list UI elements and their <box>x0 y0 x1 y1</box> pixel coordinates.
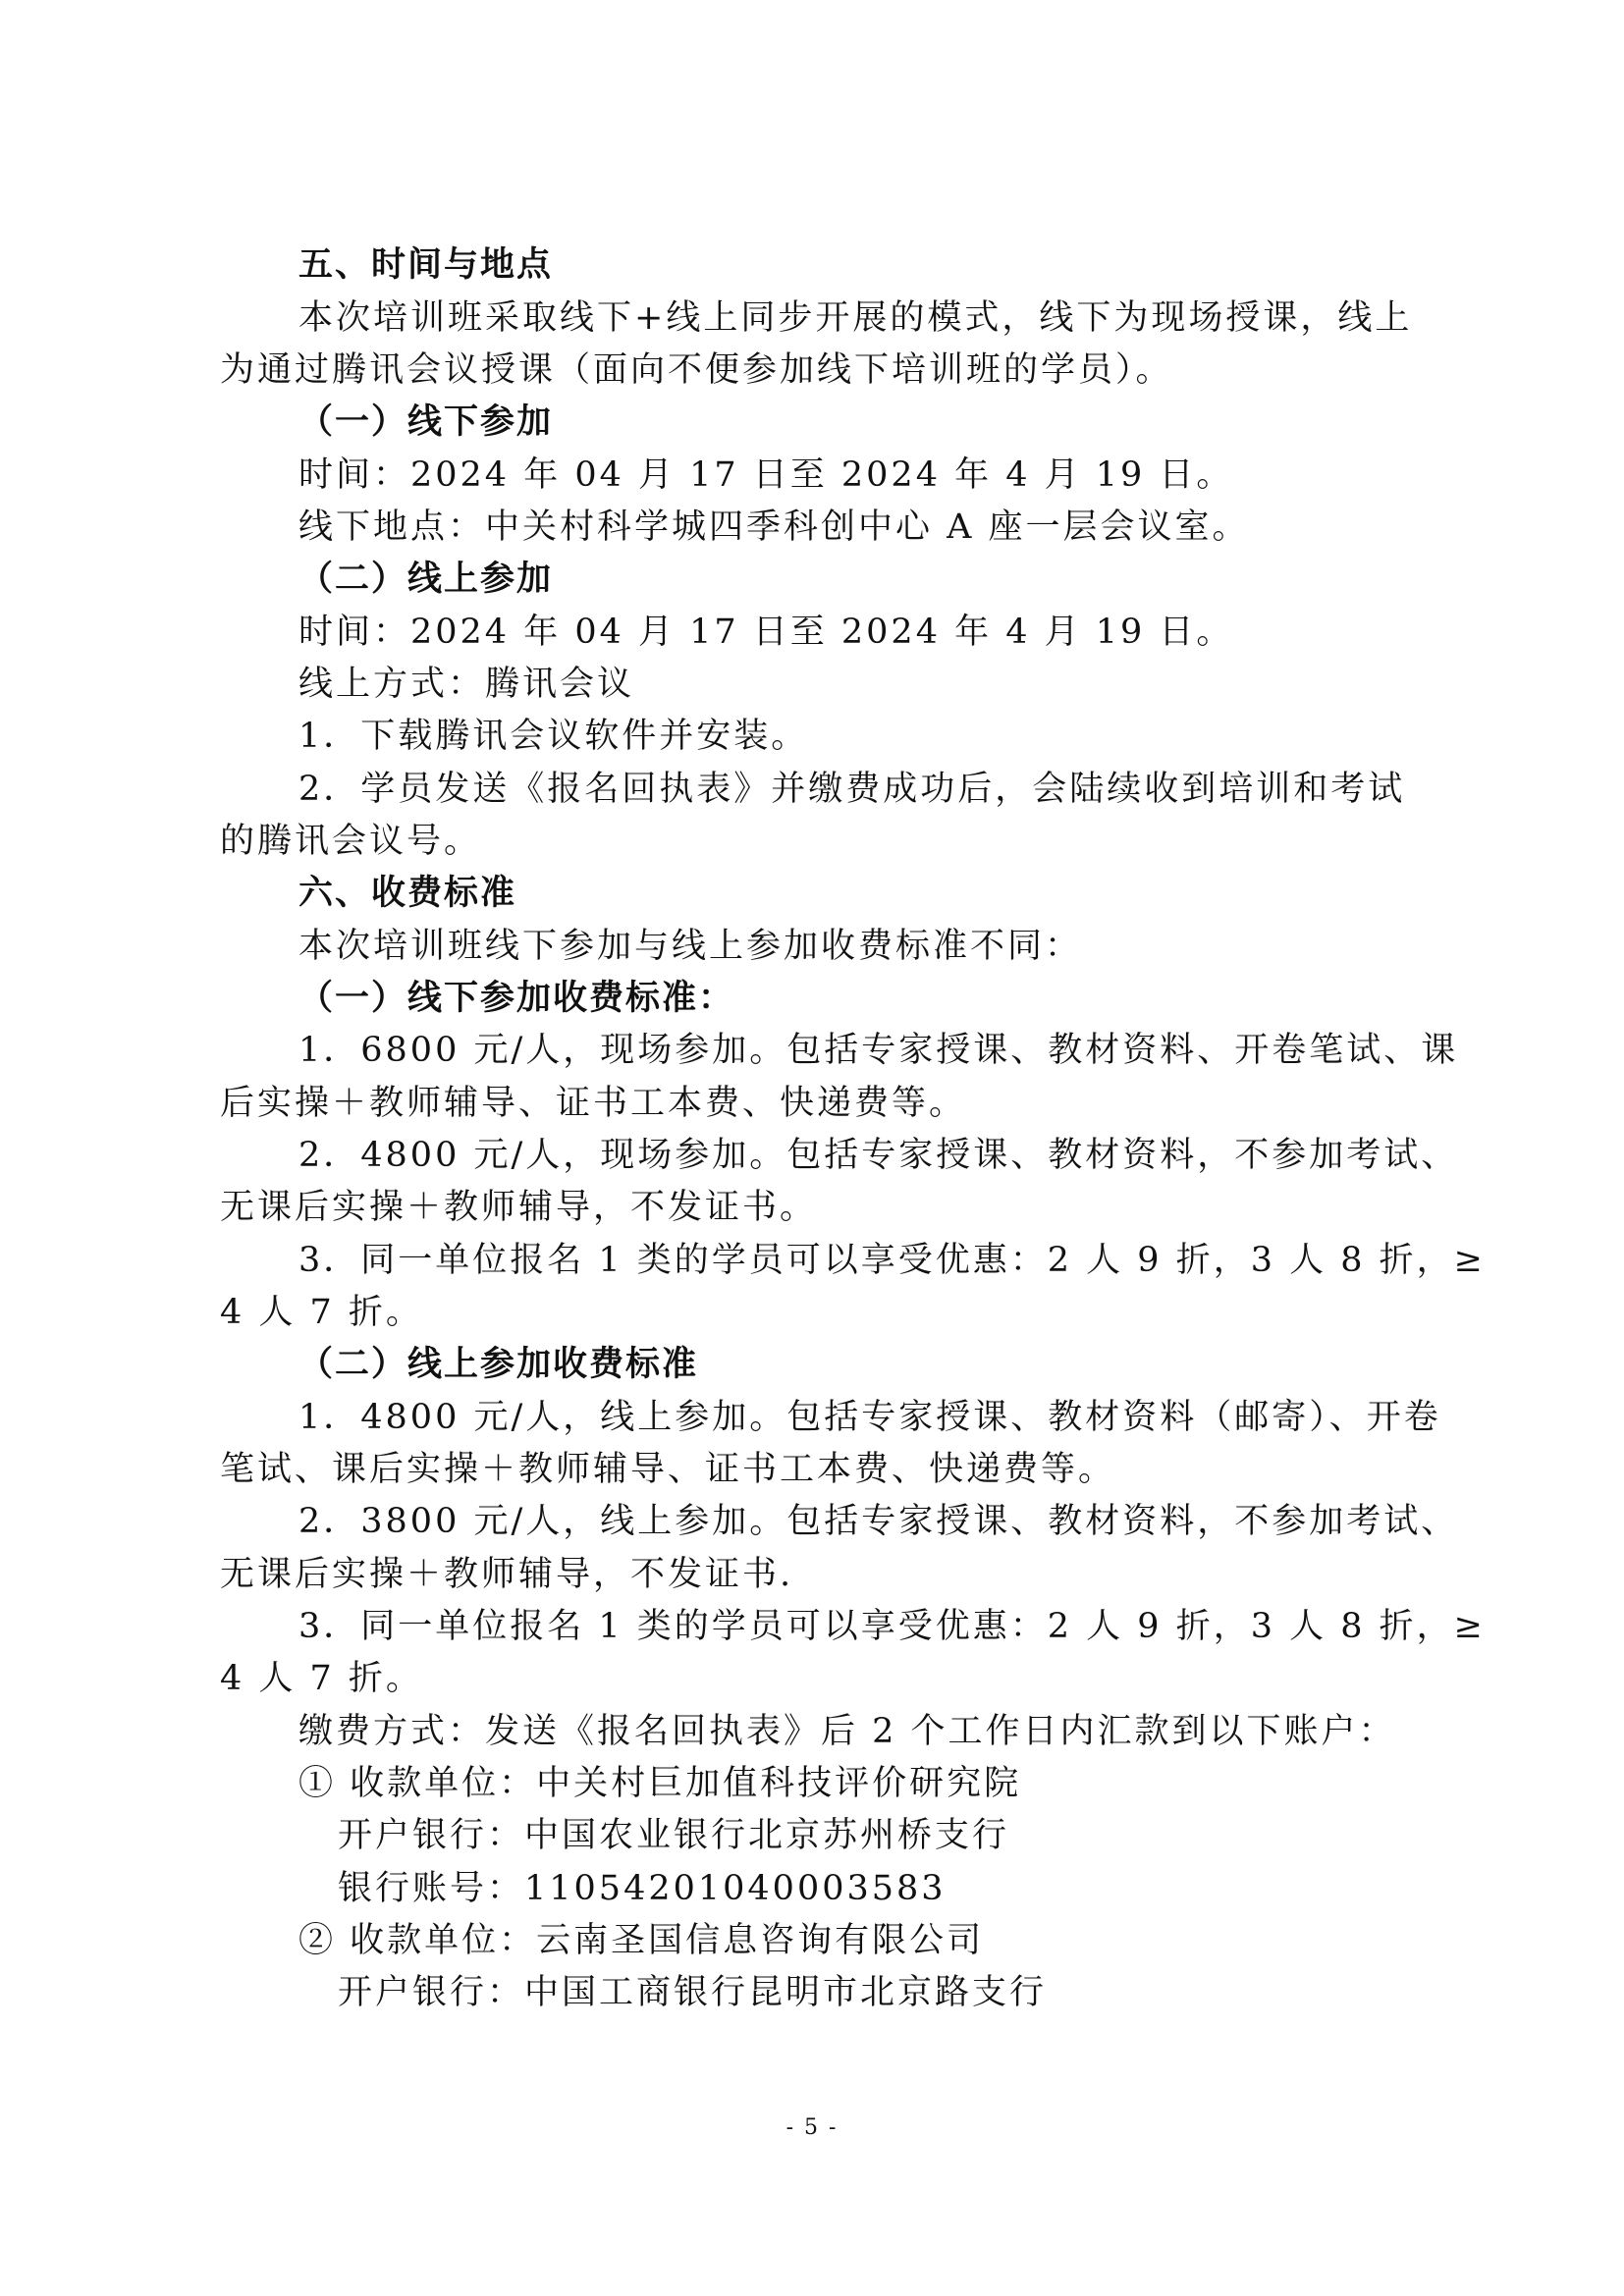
paragraph-line: 3．同一单位报名 1 类的学员可以享受优惠：2 人 9 折，3 人 8 折，≥ <box>298 1241 1486 1280</box>
subheading-offline-fees: （一）线下参加收费标准： <box>298 979 735 1018</box>
paragraph-line: 笔试、课后实操＋教师辅导、证书工本费、快递费等。 <box>220 1450 1116 1489</box>
paragraph-line: 线上方式：腾讯会议 <box>298 665 635 704</box>
paragraph-line: 1．6800 元/人，现场参加。包括专家授课、教材资料、开卷笔试、课 <box>298 1031 1459 1070</box>
paragraph-line: 1．下载腾讯会议软件并安装。 <box>298 717 809 756</box>
section-heading-time-location: 五、时间与地点 <box>298 245 554 285</box>
subheading-offline: （一）线下参加 <box>298 402 554 442</box>
paragraph-line: 4 人 7 折。 <box>220 1659 423 1698</box>
paragraph-line: 本次培训班采取线下+线上同步开展的模式，线下为现场授课，线上 <box>298 298 1413 338</box>
paragraph-line: 的腾讯会议号。 <box>220 822 482 861</box>
paragraph-line: 后实操＋教师辅导、证书工本费、快递费等。 <box>220 1084 967 1123</box>
paragraph-line: 缴费方式：发送《报名回执表》后 2 个工作日内汇款到以下账户： <box>298 1712 1396 1751</box>
payee-2-name: ② 收款单位：云南圣国信息咨询有限公司 <box>298 1921 985 1960</box>
subheading-online-fees: （二）线上参加收费标准 <box>298 1345 699 1384</box>
paragraph-line: 4 人 7 折。 <box>220 1293 423 1332</box>
page-number: - 5 - <box>785 2115 839 2140</box>
paragraph-line: 2．4800 元/人，现场参加。包括专家授课、教材资料，不参加考试、 <box>298 1136 1459 1175</box>
paragraph-line: 无课后实操＋教师辅导，不发证书。 <box>220 1188 818 1227</box>
section-heading-fees: 六、收费标准 <box>298 874 517 913</box>
subheading-online: （二）线上参加 <box>298 560 554 599</box>
paragraph-line: 时间：2024 年 04 月 17 日至 2024 年 4 月 19 日。 <box>298 455 1234 495</box>
payee-1-account: 银行账号：11054201040003583 <box>338 1869 947 1908</box>
payee-2-bank: 开户银行：中国工商银行昆明市北京路支行 <box>338 1973 1048 2012</box>
paragraph-line: 2．3800 元/人，线上参加。包括专家授课、教材资料，不参加考试、 <box>298 1502 1459 1541</box>
paragraph-line: 2．学员发送《报名回执表》并缴费成功后，会陆续收到培训和考试 <box>298 770 1406 809</box>
paragraph-line: 时间：2024 年 04 月 17 日至 2024 年 4 月 19 日。 <box>298 613 1234 652</box>
paragraph-line: 3．同一单位报名 1 类的学员可以享受优惠：2 人 9 折，3 人 8 折，≥ <box>298 1607 1486 1646</box>
payee-1-name: ① 收款单位：中关村巨加值科技评价研究院 <box>298 1764 1022 1803</box>
paragraph-line: 本次培训班线下参加与线上参加收费标准不同： <box>298 927 1083 966</box>
paragraph-line: 无课后实操＋教师辅导，不发证书. <box>220 1555 794 1594</box>
paragraph-line: 1．4800 元/人，线上参加。包括专家授课、教材资料（邮寄）、开卷 <box>298 1398 1441 1437</box>
paragraph-line: 为通过腾讯会议授课（面向不便参加线下培训班的学员）。 <box>220 350 1173 390</box>
payee-1-bank: 开户银行：中国农业银行北京苏州桥支行 <box>338 1816 1010 1855</box>
paragraph-line: 线下地点：中关村科学城四季科创中心 A 座一层会议室。 <box>298 507 1250 547</box>
